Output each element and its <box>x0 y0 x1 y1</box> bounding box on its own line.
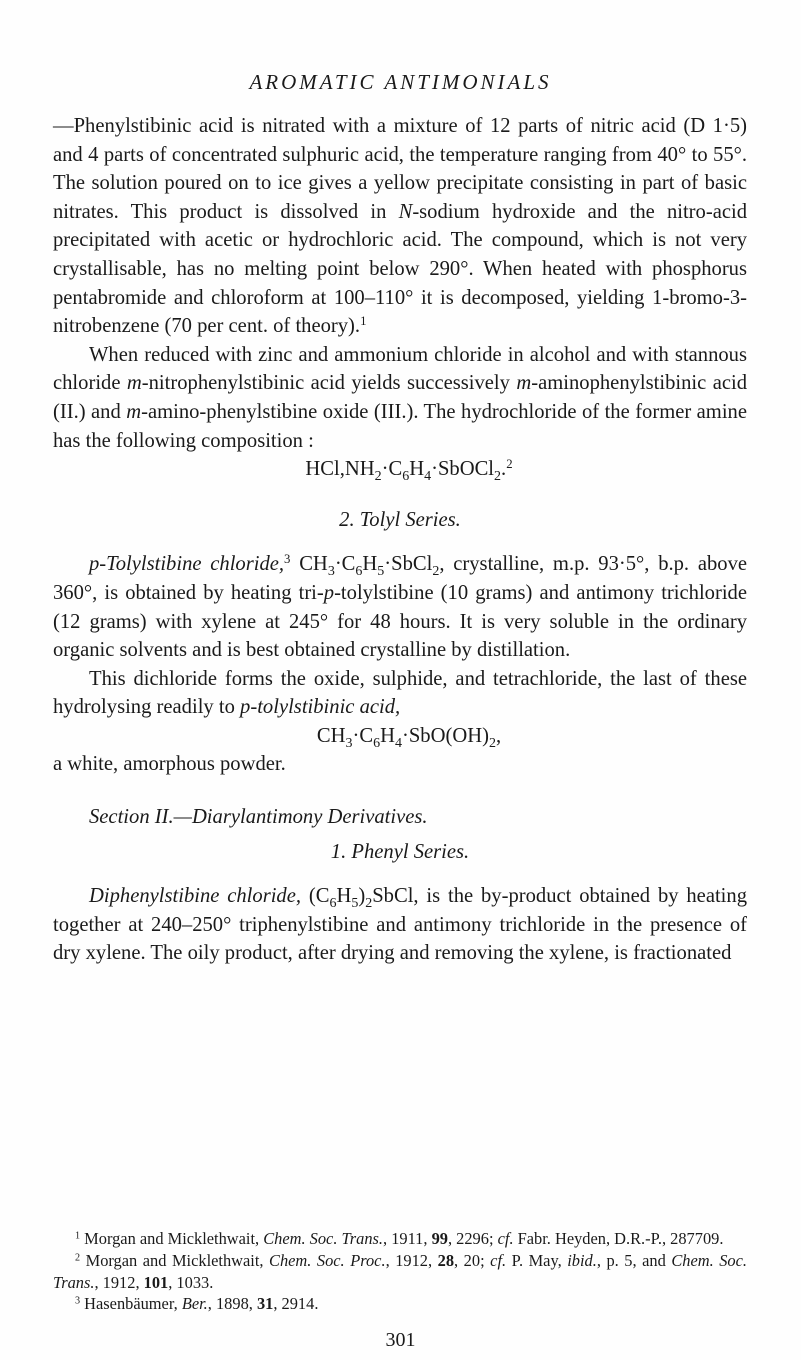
footnote-ref: 1 <box>360 314 367 329</box>
paragraph-dichloride: This dichloride forms the oxide, sulphide, and tetrachloride, the last of these hydrolysing readily to p-tolylstibinic acid, <box>53 667 747 719</box>
footnote-ref: 2 <box>506 457 513 472</box>
page-number: 301 <box>385 1329 416 1351</box>
paragraph-nitration: —Phenylstibinic acid is nitrated with a mixture of 12 parts of nitric acid (D 1·5) and 4 parts of concentrated sulphuric acid, the temperature ranging from 40° to 55°. The solution poured on to ice gives a yellow precipitate consisting in part of basic nitrates. This product is dissolved in N-sodium hydroxide and the nitro-acid precipitated with acetic or hydrochloric acid. The compound, which is not very crystallisable, has no melting point below 290°. When heated with phosphorus pentabromide and chloroform at 100–110° it is decomposed, yielding 1-bromo-3-nitrobenzene (70 per cent. of theory).$^1$ <box>53 115 747 338</box>
paragraph-diphenylstibine-chloride: Diphenylstibine chloride, $(C_6H_5)_2SbCl$, is the by-product obtained by heating together at 240–250° triphenylstibine and antimony trichloride in the presence of dry xylene. The oily product, after drying and removing the xylene, is fractionated <box>53 885 747 965</box>
footnote-2: $^2$ Morgan and Micklethwait, Chem. Soc. Proc., 1912, 28, 20; cf. P. May, ibid., p. 5, and Chem. Soc. Trans., 1912, 101, 1033. <box>53 1250 748 1292</box>
body-text <box>53 112 747 968</box>
footnote-1: $^1$ Morgan and Micklethwait, Chem. Soc. Trans., 1911, 99, 2296; cf. Fabr. Heyden, D.R.-P., 287709. <box>75 1229 724 1248</box>
paragraph-tolylstibine-chloride: p-Tolylstibine chloride,$^3$ $CH_3\cdot C_6H_5\cdot SbCl_2$, crystalline, m.p. 93·5°, b.p. above 360°, is obtained by heating tri-p-tolylstibine (10 grams) and antimony trichloride (12 grams) with xylene at 245° for 48 hours. It is very soluble in the ordinary organic solvents and is best obtained crystalline by distillation. <box>53 552 748 662</box>
paragraph-white-powder: a white, amorphous powder. <box>53 753 286 776</box>
paragraph-reduction: When reduced with zinc and ammonium chloride in alcohol and with stannous chloride m-nitrophenylstibinic acid yields successively m-aminophenylstibinic acid (II.) and m-amino-phenylstibine oxide (III.). The hydrochloride of the former amine has the following composition : <box>53 343 747 452</box>
heading-tolyl-series: 2. Tolyl Series. <box>339 508 461 531</box>
formula-hydrochloride: $HCl,NH_2\cdot C_6H_4\cdot SbOCl_2.^2$ <box>305 457 513 485</box>
heading-phenyl-series: 1. Phenyl Series. <box>330 840 470 863</box>
footnote-ref: 3 <box>284 552 291 567</box>
formula-tolylstibinic-acid: $CH_3\cdot C_6H_4\cdot SbO(OH)_2$, <box>316 724 502 751</box>
footnotes <box>53 1228 747 1315</box>
running-head: AROMATIC ANTIMONIALS <box>249 70 552 94</box>
footnote-3: $^3$ Hasenbäumer, Ber., 1898, 31, 2914. <box>75 1294 319 1314</box>
section-heading: Section II.—Diarylantimony Derivatives. <box>89 806 428 829</box>
